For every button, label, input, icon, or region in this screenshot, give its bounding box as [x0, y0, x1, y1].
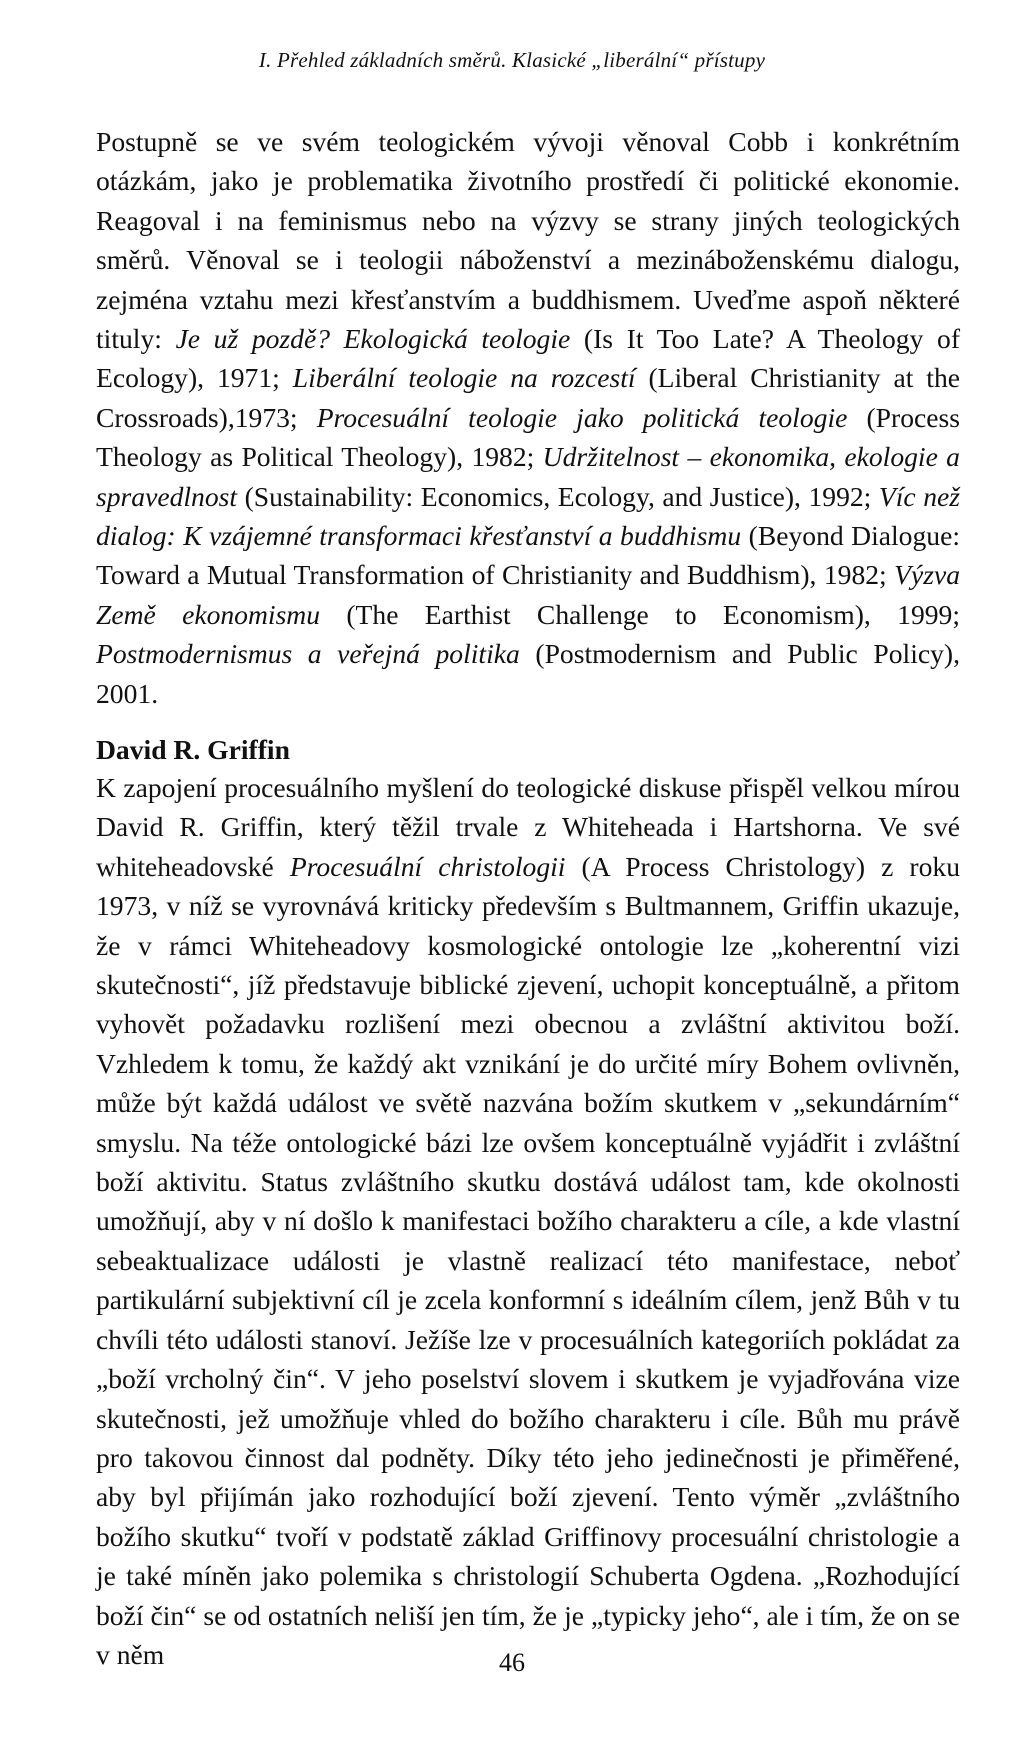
book-title: Liberální teologie na rozcestí	[292, 362, 636, 394]
text-run: (Is It Too Late? A Theology of Ecology), 1971;	[96, 323, 961, 394]
book-title: Postmodernismus a veřejná politika	[96, 638, 520, 670]
page-number: 46	[499, 1648, 525, 1677]
book-title: Udržitelnost – ekonomika, ekologie a spravedlnost	[96, 441, 960, 512]
text-run: (Postmodernism and Public Policy), 2001.	[96, 638, 960, 709]
running-header: I. Přehled základních směrů. Klasické „liberální“ přístupy	[258, 48, 766, 72]
text-run: (Process Theology as Political Theology), 1982;	[96, 401, 960, 473]
book-title: Procesuální christologii	[289, 850, 566, 882]
book-title: Víc než dialog: K vzájemné transformaci křesťanství a buddhismu	[96, 480, 960, 552]
paragraph-text	[96, 122, 960, 713]
book-title: Procesuální teologie jako politická teologie	[316, 401, 848, 433]
text-run: K zapojení procesuálního myšlení do teologické diskuse přispěl velkou mírou David R. Griffin, který těžil trvale z Whiteheada i Hartshorna. Ve své whiteheadovské	[96, 772, 960, 882]
text-run: (A Process Christology) z roku 1973, v níž se vyrovnává kriticky především s Bultmannem, Griffin ukazuje, že v rámci Whiteheadovy kosmologické ontologie lze „koherentní vizi skutečnosti“, jíž představuje biblické zjevení, uchopit konceptuálně, a přitom vyhovět požadavku rozlišení mezi obecnou a zvláštní aktivitou boží. Vzhledem k tomu, že každý akt vznikání je do určité míry Bohem ovlivněn, může být každá událost ve světě nazvána božím skutkem v „sekundárním“ smyslu. Na téže ontologické bázi lze ovšem konceptuálně vyjádřit i zvláštní boží aktivitu. Status zvláštního skutku dostává událost tam, kde okolnosti umožňují, aby v ní došlo k manifestaci božího charakteru a cíle, a kde vlastní sebeaktualizace události je vlastně realizací této manifestace, neboť partikulární subjektivní cíl je zcela konformní s ideálním cílem, jenž Bůh v tu chvíli této události stanoví. Ježíše lze v procesuálních kategoriích pokládat za „boží vrcholný čin“. V jeho poselství slovem i skutkem je vyjadřována vize skutečnosti, jež umožňuje vhled do božího charakteru i cíle. Bůh mu právě pro takovou činnost dal podněty. Díky této jeho jedinečnosti je přiměřené, aby byl přijímán jako rozhodující boží zjevení. Tento výměr „zvláštního božího skutku“ tvoří v podstatě základ Griffinovy procesuální christologie a je také míněn jako polemika s christologií Schuberta Ogdena. „Rozhodující boží čin“ se od ostatních neliší jen tím, že je „typicky jeho“, ale i tím, že on se v něm	[96, 850, 961, 1670]
text-run: (Sustainability: Economics, Ecology, and Justice), 1992;	[237, 480, 879, 512]
book-title: Výzva Země ekonomismu	[96, 559, 960, 630]
paragraph-cobb-titles	[96, 122, 960, 713]
section-heading: David R. Griffin	[96, 734, 290, 765]
text-run: (Beyond Dialogue: Toward a Mutual Transformation of Christianity and Buddhism), 1982;	[96, 520, 960, 591]
text-run: (The Earthist Challenge to Economism), 1999;	[320, 598, 961, 630]
paragraph-griffin	[96, 768, 960, 1674]
paragraph-text	[96, 768, 960, 1674]
book-title: Je už pozdě? Ekologická teologie	[175, 323, 571, 355]
text-run: Postupně se ve svém teologickém vývoji věnoval Cobb i konkrétním otázkám, jako je problematika životního prostředí či politické ekonomie. Reagoval i na feminismus nebo na výzvy se strany jiných teologických směrů. Věnoval se i teologii náboženství a mezináboženskému dialogu, zejména vztahu mezi křesťanstvím a buddhismem. Uveďme aspoň některé tituly:	[96, 126, 960, 355]
text-run: (Liberal Christianity at the Crossroads),1973;	[96, 362, 960, 433]
